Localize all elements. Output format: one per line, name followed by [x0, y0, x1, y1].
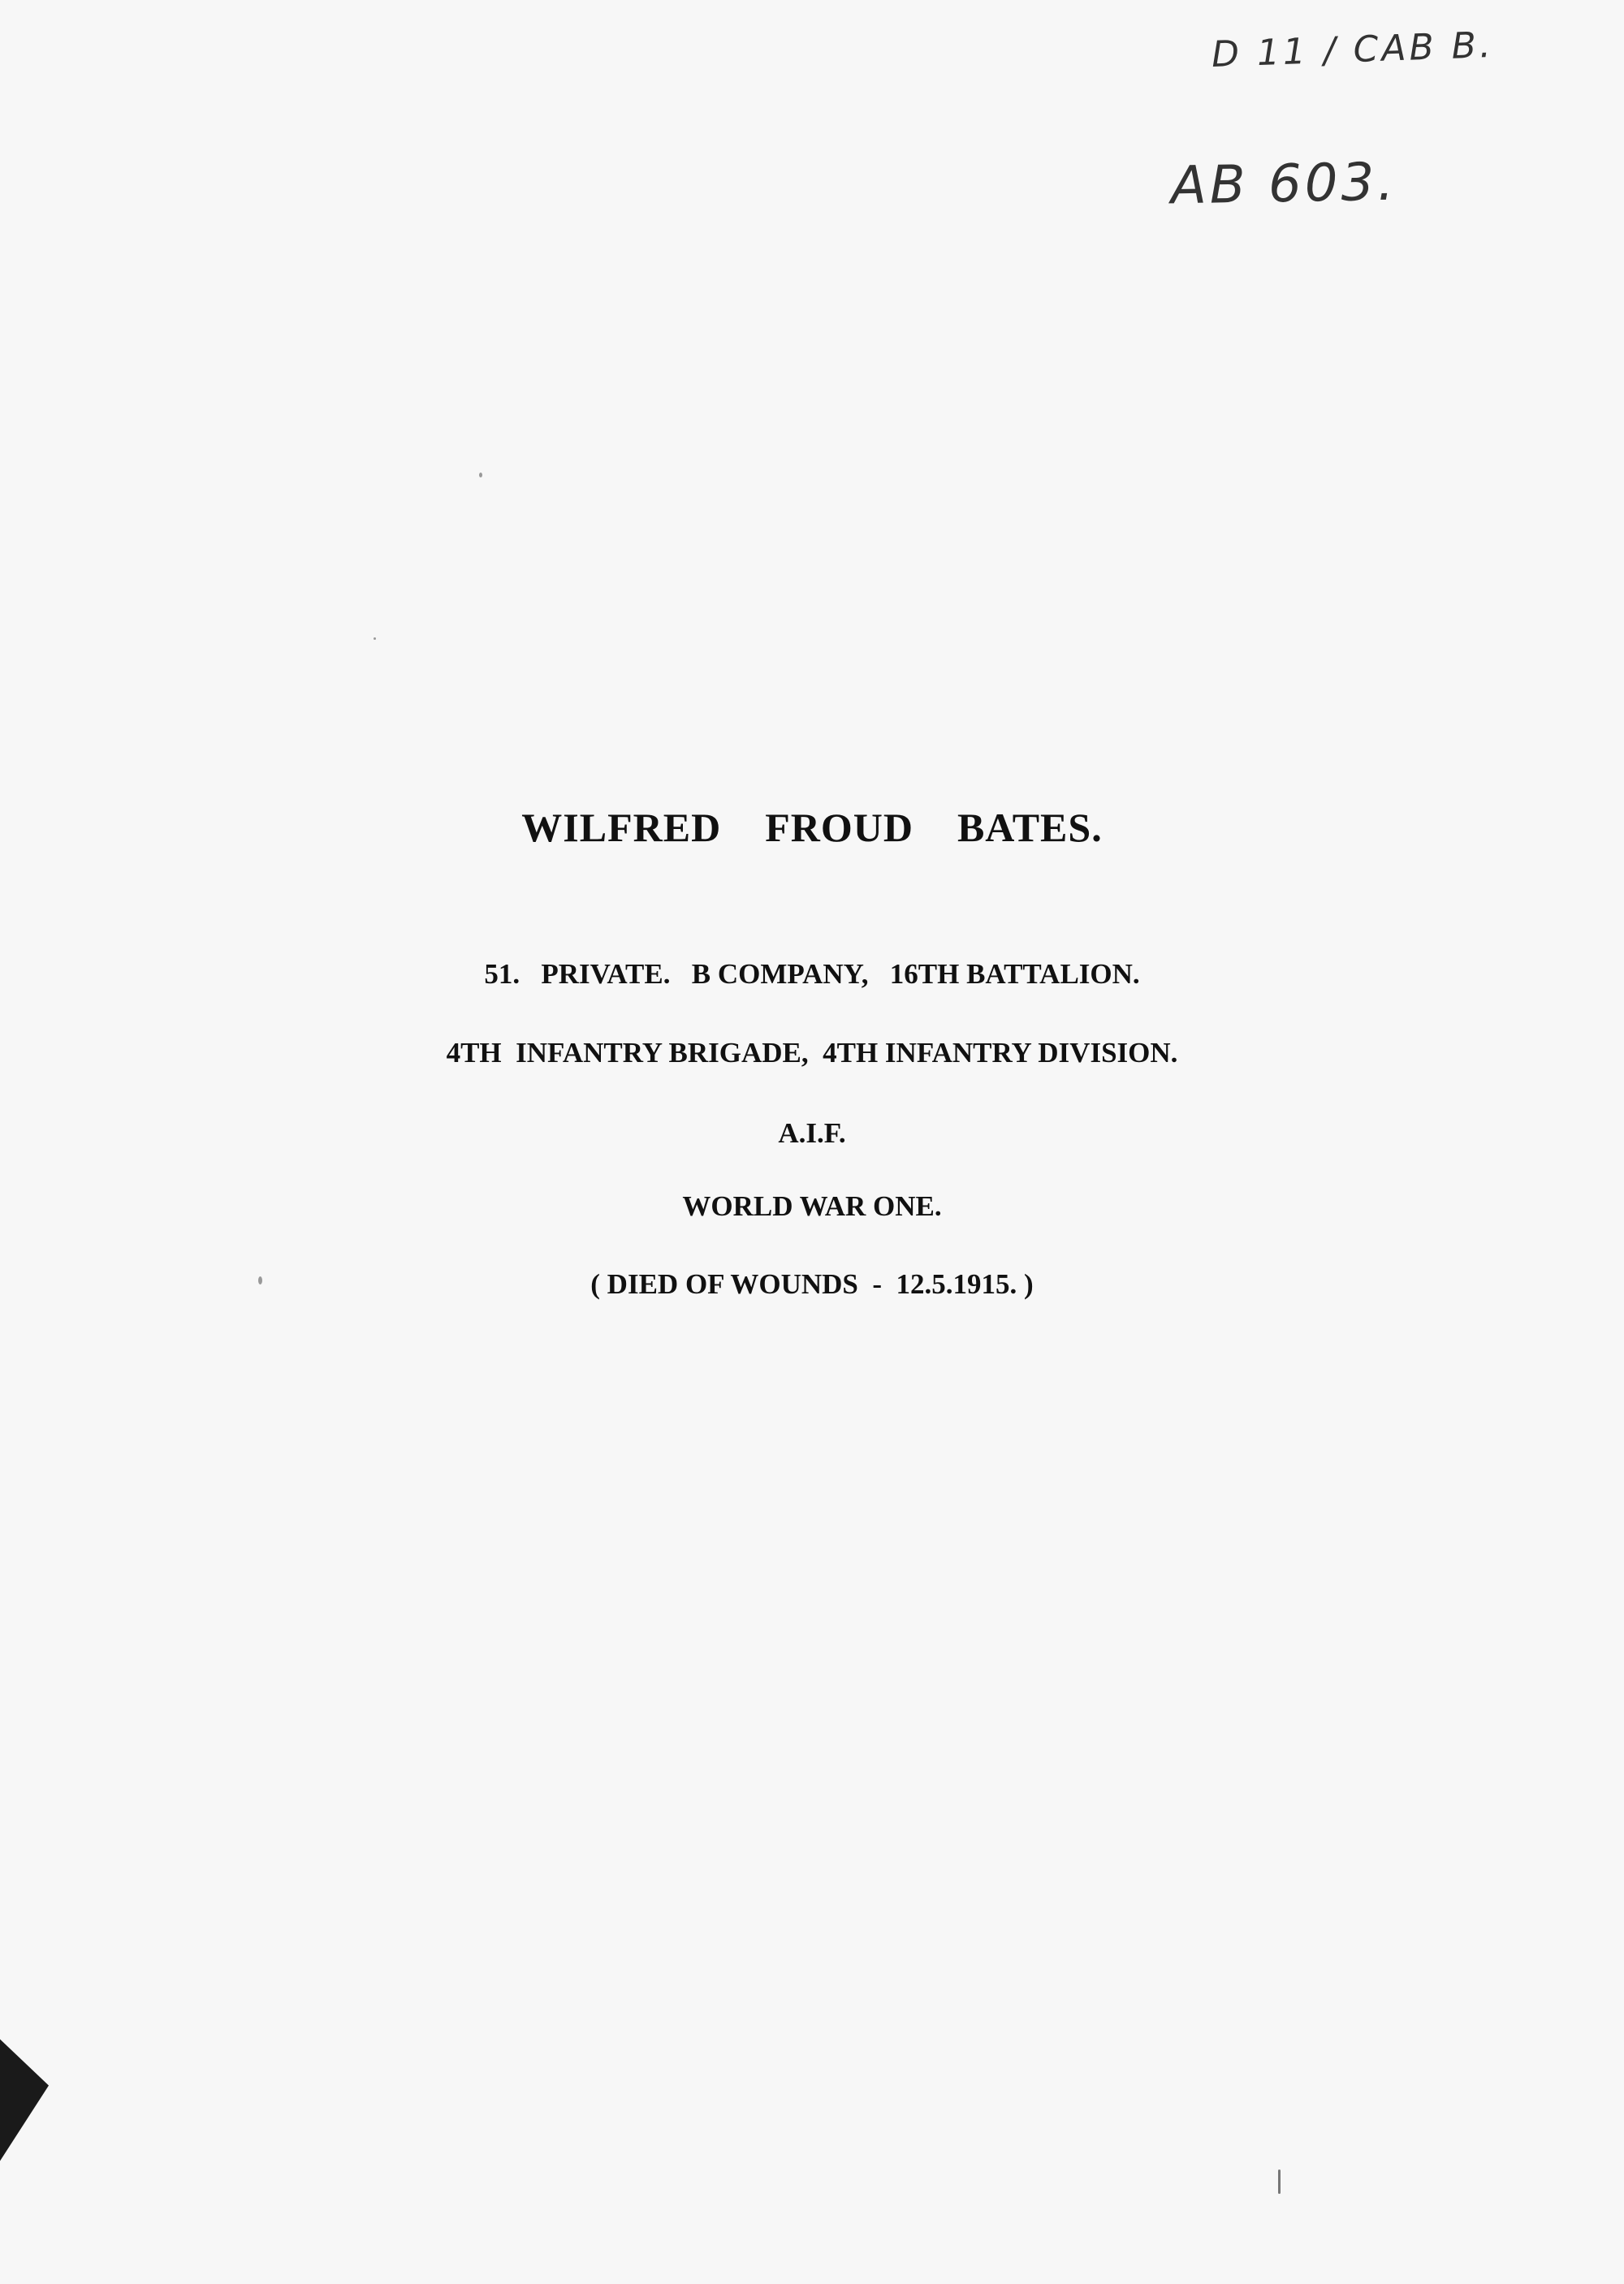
- handwritten-reference-top: D 11 / CAB B.: [1211, 24, 1495, 76]
- brigade-division: 4TH INFANTRY BRIGADE, 4TH INFANTRY DIVISION.: [446, 1037, 1178, 1069]
- death-note: ( DIED OF WOUNDS - 12.5.1915. ): [590, 1268, 1034, 1300]
- scan-speck: [479, 473, 482, 477]
- force-name: A.I.F.: [778, 1117, 846, 1149]
- scan-speck: [258, 1276, 262, 1284]
- war-name: WORLD WAR ONE.: [682, 1190, 942, 1222]
- handwritten-reference-number: AB 603.: [1170, 152, 1398, 217]
- soldier-name: WILFRED FROUD BATES.: [521, 805, 1103, 850]
- scan-speck: [1278, 2170, 1281, 2194]
- scan-edge-shadow: [0, 2040, 49, 2200]
- scan-speck: [374, 637, 376, 640]
- service-number-rank-unit: 51. PRIVATE. B COMPANY, 16TH BATTALION.: [484, 958, 1140, 990]
